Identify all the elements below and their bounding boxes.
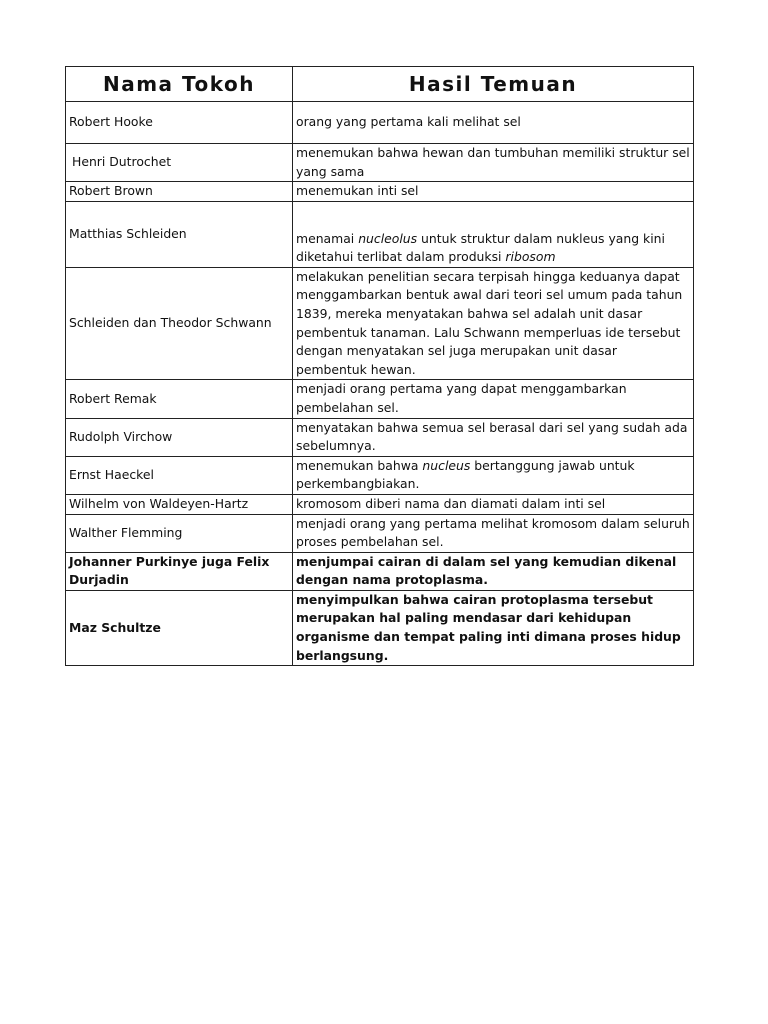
table-row bbox=[66, 102, 694, 144]
finding-text: menemukan bahwa bbox=[296, 457, 423, 473]
finding-cell: menjadi orang yang pertama melihat kromosom dalam seluruh proses pembelahan sel. bbox=[293, 514, 694, 552]
finding-italic-term: nucleus bbox=[422, 457, 471, 473]
table-row bbox=[66, 182, 694, 202]
name-cell: Robert Brown bbox=[66, 182, 293, 202]
table-row bbox=[66, 552, 694, 590]
table-row bbox=[66, 456, 694, 494]
name-cell: Schleiden dan Theodor Schwann bbox=[66, 267, 293, 380]
finding-cell: melakukan penelitian secara terpisah hingga keduanya dapat menggambarkan bentuk awal dari teori sel umum pada tahun 1839, mereka menyatakan bahwa sel adalah unit dasar pembentuk tanaman. Lalu Schwann memperluas ide tersebut dengan menyatakan sel juga merupakan unit dasar pembentuk hewan. bbox=[293, 267, 694, 380]
table-row bbox=[66, 590, 694, 665]
finding-cell: menemukan inti sel bbox=[293, 182, 694, 202]
finding-cell: menyatakan bahwa semua sel berasal dari sel yang sudah ada sebelumnya. bbox=[293, 418, 694, 456]
finding-cell: menjadi orang pertama yang dapat menggambarkan pembelahan sel. bbox=[293, 380, 694, 418]
name-cell: Johanner Purkinye juga Felix Durjadin bbox=[66, 552, 293, 590]
name-cell: Walther Flemming bbox=[66, 514, 293, 552]
name-cell: Robert Remak bbox=[66, 380, 293, 418]
finding-italic-term: ribosom bbox=[505, 249, 556, 265]
name-cell: Ernst Haeckel bbox=[66, 456, 293, 494]
name-cell: Henri Dutrochet bbox=[66, 144, 293, 182]
name-cell: Robert Hooke bbox=[66, 102, 293, 144]
name-cell: Rudolph Virchow bbox=[66, 418, 293, 456]
finding-text: menamai bbox=[296, 230, 359, 246]
header-nama-tokoh: Nama Tokoh bbox=[66, 67, 293, 102]
finding-cell: menyimpulkan bahwa cairan protoplasma tersebut merupakan hal paling mendasar dari kehidupan organisme dan tempat paling inti dimana proses hidup berlangsung. bbox=[293, 590, 694, 665]
scientists-table bbox=[65, 66, 694, 666]
finding-cell: menemukan bahwa hewan dan tumbuhan memiliki struktur sel yang sama bbox=[293, 144, 694, 182]
name-cell: Wilhelm von Waldeyen-Hartz bbox=[66, 494, 293, 514]
finding-cell bbox=[293, 456, 694, 494]
table-row bbox=[66, 144, 694, 182]
finding-cell: orang yang pertama kali melihat sel bbox=[293, 102, 694, 144]
name-cell: Matthias Schleiden bbox=[66, 201, 293, 267]
finding-cell: kromosom diberi nama dan diamati dalam inti sel bbox=[293, 494, 694, 514]
table-row bbox=[66, 380, 694, 418]
table-row bbox=[66, 201, 694, 267]
table-row bbox=[66, 494, 694, 514]
table-row bbox=[66, 267, 694, 380]
finding-text: bertanggung jawab untuk perkembangbiakan. bbox=[296, 457, 635, 492]
finding-text: untuk struktur dalam nukleus yang kini diketahui terlibat dalam produksi bbox=[296, 230, 665, 265]
header-row bbox=[66, 67, 694, 102]
name-cell: Maz Schultze bbox=[66, 590, 293, 665]
finding-italic-term: nucleolus bbox=[358, 230, 418, 246]
table-row bbox=[66, 514, 694, 552]
header-hasil-temuan: Hasil Temuan bbox=[293, 67, 694, 102]
table-row bbox=[66, 418, 694, 456]
finding-cell bbox=[293, 201, 694, 267]
finding-cell: menjumpai cairan di dalam sel yang kemudian dikenal dengan nama protoplasma. bbox=[293, 552, 694, 590]
